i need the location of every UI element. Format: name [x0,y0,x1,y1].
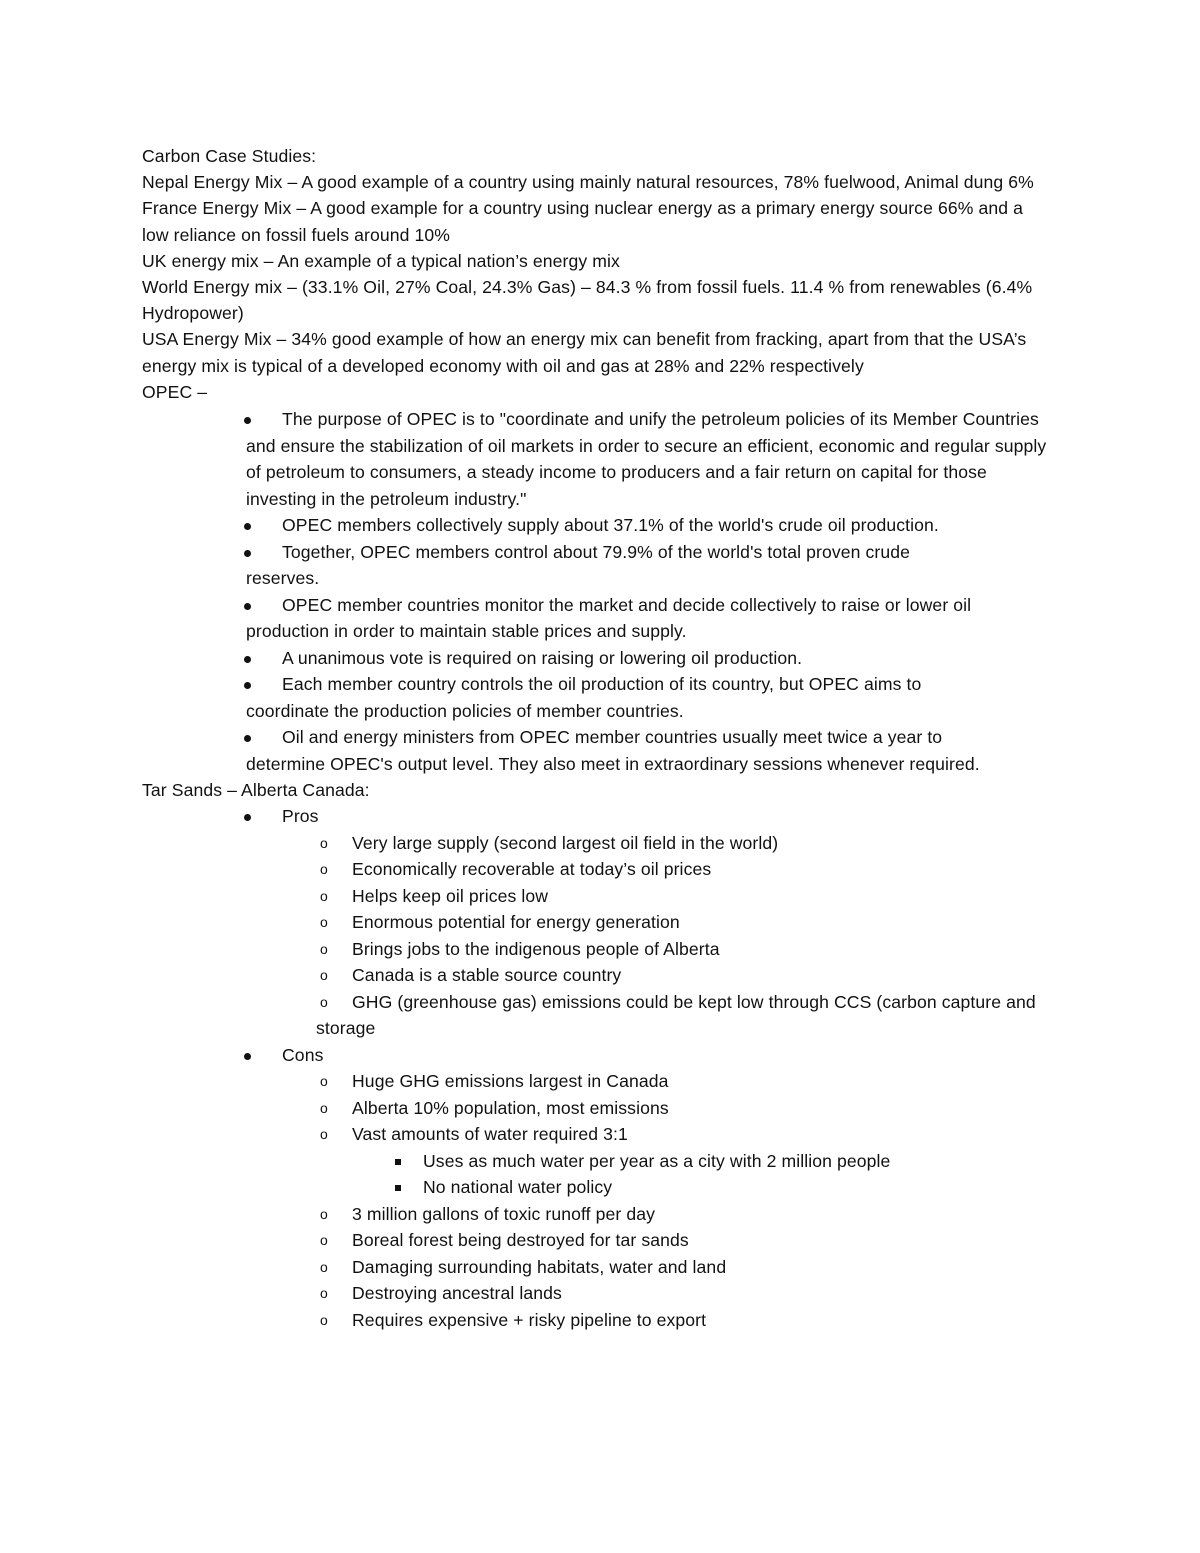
bullet-icon [244,512,251,539]
circle-bullet-icon: o [320,1205,328,1222]
square-bullet-icon [395,1150,401,1177]
list-item: o GHG (greenhouse gas) emissions could be kept low through CCS (carbon capture and storage [142,989,1062,1042]
usa-paragraph: USA Energy Mix – 34% good example of how an energy mix can benefit from fracking, apart from that the USA’s energy mix is typical of a developed economy with oil and gas at 28% and 22% respectively [142,329,1027,376]
circle-bullet-icon: o [320,1232,328,1249]
circle-bullet-icon: o [320,1099,328,1116]
list-item: The purpose of OPEC is to "coordinate and unify the petroleum policies of its Member Countries and ensure the stabilization of oil markets in order to secure an efficient, economic and regular supply of petroleum to consumers, a steady income to producers and a fair return on capital for those investing in the petroleum industry." [142,406,1062,512]
list-item: Each member country controls the oil production of its country, but OPEC aims to coordinate the production policies of member countries. [142,671,1062,724]
list-item: Uses as much water per year as a city with 2 million people [142,1148,1062,1175]
bullet-icon [244,1042,251,1069]
list-item: OPEC members collectively supply about 37.1% of the world's crude oil production. [142,512,1062,539]
circle-bullet-icon: o [320,861,328,878]
list-item: o Huge GHG emissions largest in Canada [142,1068,1062,1095]
bullet-icon [244,645,251,672]
square-bullet-icon [395,1176,401,1203]
list-item: o Boreal forest being destroyed for tar sands [142,1227,1062,1254]
list-item: o Vast amounts of water required 3:1 [142,1121,1062,1148]
list-item: Oil and energy ministers from OPEC member countries usually meet twice a year to determine OPEC's output level. They also meet in extraordinary sessions whenever required. [142,724,1062,777]
document-title: Carbon Case Studies: [142,146,317,166]
circle-bullet-icon: o [320,914,328,931]
bullet-icon [244,406,251,433]
list-item: o Canada is a stable source country [142,962,1062,989]
pros-item: Pros [142,803,1062,830]
circle-bullet-icon: o [320,967,328,984]
water-sublist [142,1148,1062,1201]
list-item: o Destroying ancestral lands [142,1280,1062,1307]
bullet-icon [244,803,251,830]
circle-bullet-icon: o [320,993,328,1010]
circle-bullet-icon: o [320,1073,328,1090]
list-item: o Damaging surrounding habitats, water and land [142,1254,1062,1281]
opec-list [142,406,1062,777]
world-paragraph: World Energy mix – (33.1% Oil, 27% Coal, 24.3% Gas) – 84.3 % from fossil fuels. 11.4 % from renewables (6.4% Hydropower) [142,277,1033,324]
nepal-paragraph: Nepal Energy Mix – A good example of a country using mainly natural resources, 78% fuelwood, Animal dung 6% [142,172,1034,193]
list-item: OPEC member countries monitor the market and decide collectively to raise or lower oil production in order to maintain stable prices and supply. [142,592,1062,645]
list-item: No national water policy [142,1174,1062,1201]
cons-list [142,1068,1062,1333]
list-item: o Enormous potential for energy generation [142,909,1062,936]
tar-sands-list [142,803,1062,1333]
tar-sands-heading: Tar Sands – Alberta Canada: [142,780,370,801]
circle-bullet-icon: o [320,1311,328,1328]
list-item: o Brings jobs to the indigenous people of Alberta [142,936,1062,963]
document-page [142,143,1062,1333]
list-item: A unanimous vote is required on raising or lowering oil production. [142,645,1062,672]
france-paragraph: France Energy Mix – A good example for a country using nuclear energy as a primary energy source 66% and a low reliance on fossil fuels around 10% [142,198,1023,245]
bullet-icon [244,724,251,751]
pros-list [142,830,1062,1042]
circle-bullet-icon: o [320,834,328,851]
list-item: Together, OPEC members control about 79.9% of the world's total proven crude reserves. [142,539,1062,592]
circle-bullet-icon: o [320,1126,328,1143]
list-item: o Alberta 10% population, most emissions [142,1095,1062,1122]
list-item: o 3 million gallons of toxic runoff per day [142,1201,1062,1228]
list-item: o Helps keep oil prices low [142,883,1062,910]
cons-item: Cons [142,1042,1062,1069]
list-item: o Very large supply (second largest oil field in the world) [142,830,1062,857]
bullet-icon [244,539,251,566]
circle-bullet-icon: o [320,940,328,957]
list-item: o Requires expensive + risky pipeline to export [142,1307,1062,1334]
circle-bullet-icon: o [320,887,328,904]
list-item: o Economically recoverable at today’s oil prices [142,856,1062,883]
bullet-icon [244,592,251,619]
energy-mix-section [142,169,1062,405]
bullet-icon [244,671,251,698]
circle-bullet-icon: o [320,1285,328,1302]
circle-bullet-icon: o [320,1258,328,1275]
uk-paragraph: UK energy mix – An example of a typical nation’s energy mix [142,250,620,271]
opec-heading: OPEC – [142,381,208,402]
